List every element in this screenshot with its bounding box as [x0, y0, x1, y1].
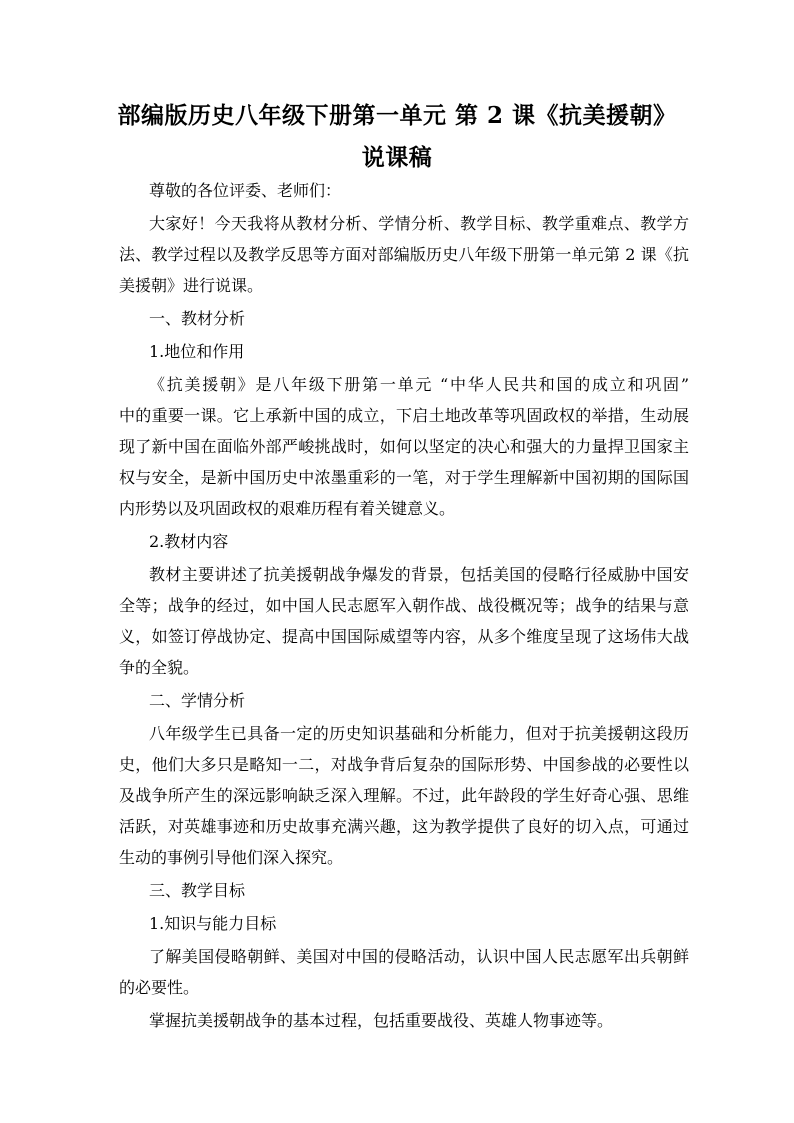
paragraph-line: 活跃，对英雄事迹和历史故事充满兴趣，这为教学提供了良好的切入点，可通过: [119, 817, 689, 836]
document-title-line-2: 说课稿: [361, 144, 433, 171]
paragraph-line: 内形势以及巩固政权的艰难历程有着关键意义。: [119, 499, 456, 518]
subsection-heading: 1.地位和作用: [149, 342, 245, 361]
paragraph-line: 全等；战争的经过，如中国人民志愿军入朝作战、战役概况等；战争的结果与意: [119, 596, 689, 615]
document-title-line-1: 部编版历史八年级下册第一单元 第 2 课《抗美援朝》: [117, 102, 677, 129]
paragraph-line: 掌握抗美援朝战争的基本过程，包括重要战役、英雄人物事迹等。: [149, 1011, 614, 1030]
paragraph-line: 八年级学生已具备一定的历史知识基础和分析能力，但对于抗美援朝这段历: [149, 724, 689, 743]
subsection-heading: 1.知识与能力目标: [149, 914, 277, 933]
section-heading: 三、教学目标: [149, 881, 246, 900]
paragraph-line: 美援朝》进行说课。: [119, 276, 264, 295]
paragraph-line: 生动的事例引导他们深入探究。: [119, 848, 344, 867]
paragraph-line: 义，如签订停战协定、提高中国国际威望等内容，从多个维度呈现了这场伟大战: [119, 627, 689, 646]
paragraph-line: 史，他们大多只是略知一二，对战争背后复杂的国际形势、中国参战的必要性以: [119, 755, 689, 774]
paragraph-line: 了解美国侵略朝鲜、美国对中国的侵略活动，认识中国人民志愿军出兵朝鲜: [149, 947, 689, 966]
paragraph-line: 的必要性。: [119, 978, 200, 997]
paragraph-line: 现了新中国在面临外部严峻挑战时，如何以坚定的决心和强大的力量捍卫国家主: [119, 437, 689, 456]
paragraph-line: 《抗美援朝》是八年级下册第一单元 “中华人民共和国的成立和巩固”: [149, 375, 689, 394]
subsection-heading: 2.教材内容: [149, 532, 229, 551]
section-heading: 二、学情分析: [149, 691, 246, 710]
paragraph-line: 教材主要讲述了抗美援朝战争爆发的背景，包括美国的侵略行径威胁中国安: [149, 565, 689, 584]
paragraph-line: 中的重要一课。它上承新中国的成立，下启土地改革等巩固政权的举措，生动展: [119, 406, 689, 425]
paragraph-line: 法、教学过程以及教学反思等方面对部编版历史八年级下册第一单元第 2 课《抗: [119, 245, 689, 264]
section-heading: 一、教材分析: [149, 309, 246, 328]
salutation: 尊敬的各位评委、老师们：: [149, 181, 342, 200]
paragraph-line: 权与安全，是新中国历史中浓墨重彩的一笔，对于学生理解新中国初期的国际国: [119, 468, 689, 487]
paragraph-line: 争的全貌。: [119, 658, 200, 677]
paragraph-line: 及战争所产生的深远影响缺乏深入理解。不过，此年龄段的学生好奇心强、思维: [119, 786, 689, 805]
paragraph-line: 大家好！今天我将从教材分析、学情分析、教学目标、教学重难点、教学方: [149, 214, 689, 233]
